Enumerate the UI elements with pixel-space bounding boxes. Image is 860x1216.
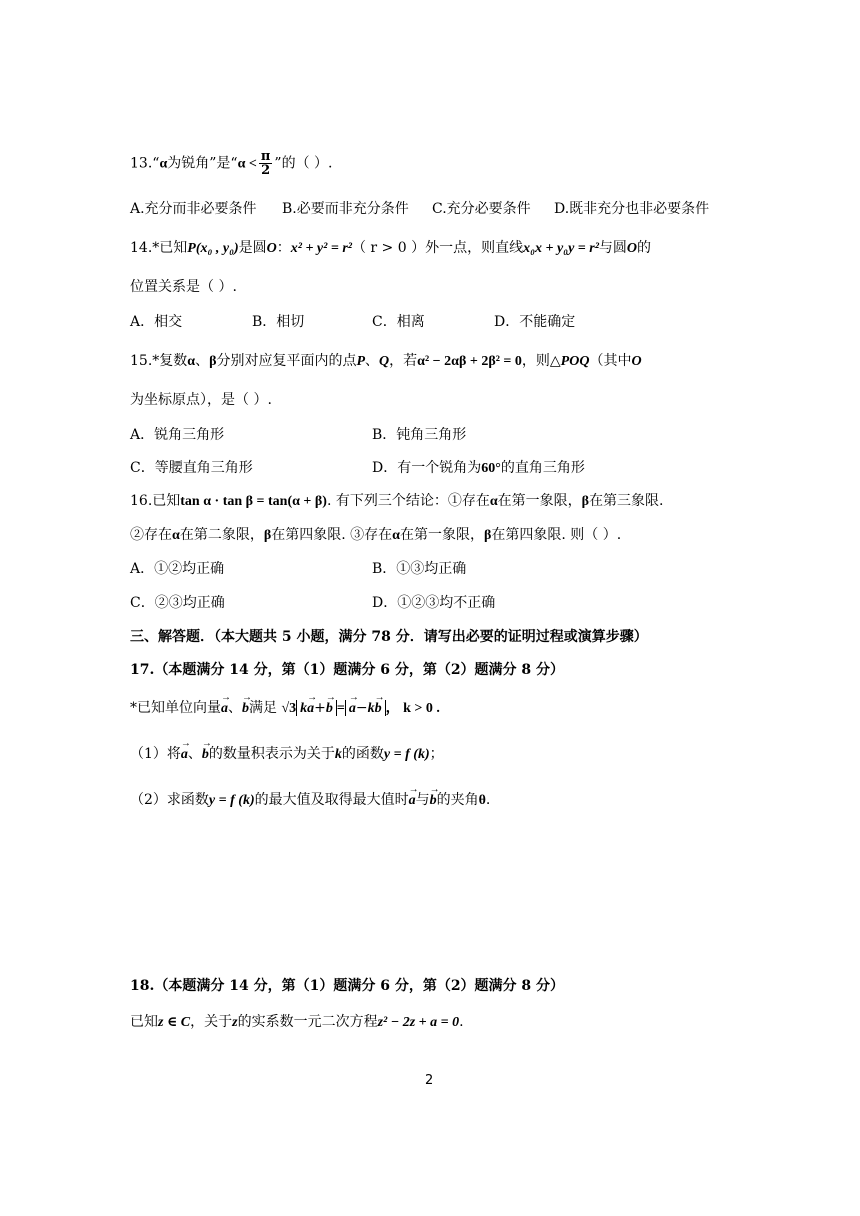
q17-part1: （1）将→ a、→ b的数量积表示为关于k的函数y = f (k)； — [130, 743, 444, 763]
q14-stem-line2: 位置关系是（ ）. — [130, 279, 237, 295]
q16-option-c: C．②③均正确 — [130, 595, 225, 611]
q14-option-a: A．相交 — [130, 314, 183, 330]
q13-option-d: D.既非充分也非必要条件 — [554, 201, 710, 217]
q17-stem: *已知单位向量→ a、→ b满足 √3 k→ a+→ b =→ a−k→ b ， k > 0 . — [130, 697, 440, 717]
q13-option-c: C.充分必要条件 — [432, 201, 531, 217]
q15-stem: 15.*复数α、β分别对应复平面内的点P、Q，若α² − 2αβ + 2β² = 0，则△POQ（其中O — [130, 353, 642, 369]
page-number: 2 — [425, 1073, 434, 1088]
q16-option-a: A．①②均正确 — [130, 561, 225, 577]
q18-heading: 18.（本题满分 14 分，第（1）题满分 6 分，第（2）题满分 8 分） — [130, 978, 565, 994]
q14-option-b: B．相切 — [252, 314, 305, 330]
q15-option-b: B．钝角三角形 — [372, 427, 467, 443]
q16-option-d: D．①②③均不正确 — [372, 595, 496, 611]
abs-ka-plus-b: k→ a+→ b — [296, 700, 337, 716]
q14-option-c: C．相离 — [372, 314, 425, 330]
pi-over-2-fraction: $\frac{\pi}{2}$ — [260, 149, 271, 178]
q16-stem: 16.已知tan α · tan β = tan(α + β). 有下列三个结论：①存在α在第一象限，β在第三象限. — [130, 493, 664, 509]
q16-stem-line2: ②存在α在第二象限，β在第四象限. ③存在α在第一象限，β在第四象限. 则（ ）. — [130, 527, 622, 543]
q18-stem: 已知z ∈ C，关于z的实系数一元二次方程z² − 2z + a = 0. — [130, 1014, 464, 1030]
q13-stem: 13.“α为锐角”是“α < $\frac{\pi}{2}$ ”的（ ）. — [130, 149, 333, 178]
q15-option-c: C．等腰直角三角形 — [130, 460, 253, 476]
q13-option-b: B.必要而非充分条件 — [282, 201, 409, 217]
q15-option-a: A．锐角三角形 — [130, 427, 225, 443]
q17-part2: （2）求函数y = f (k)的最大值及取得最大值时→ a与→ b的夹角θ. — [130, 789, 490, 809]
q15-option-d: D．有一个锐角为60°的直角三角形 — [372, 460, 585, 476]
q14-option-d: D．不能确定 — [494, 314, 576, 330]
q15-stem-line2: 为坐标原点），是（ ）. — [130, 392, 272, 408]
section-heading: 三、解答题．（本大题共 5 小题，满分 78 分．请写出必要的证明过程或演算步骤） — [130, 629, 648, 645]
q16-option-b: B．①③均正确 — [372, 561, 467, 577]
q14-stem: 14.*已知P(x₀ , y₀)是圆O：x² + y² = r²（ r > 0 ）外一点，则直线x₀x + y₀y = r²与圆O的 — [130, 240, 652, 256]
q17-heading: 17.（本题满分 14 分，第（1）题满分 6 分，第（2）题满分 8 分） — [130, 662, 565, 678]
abs-a-minus-kb: → a−k→ b — [345, 700, 386, 716]
q13-option-a: A.充分而非必要条件 — [130, 201, 257, 217]
